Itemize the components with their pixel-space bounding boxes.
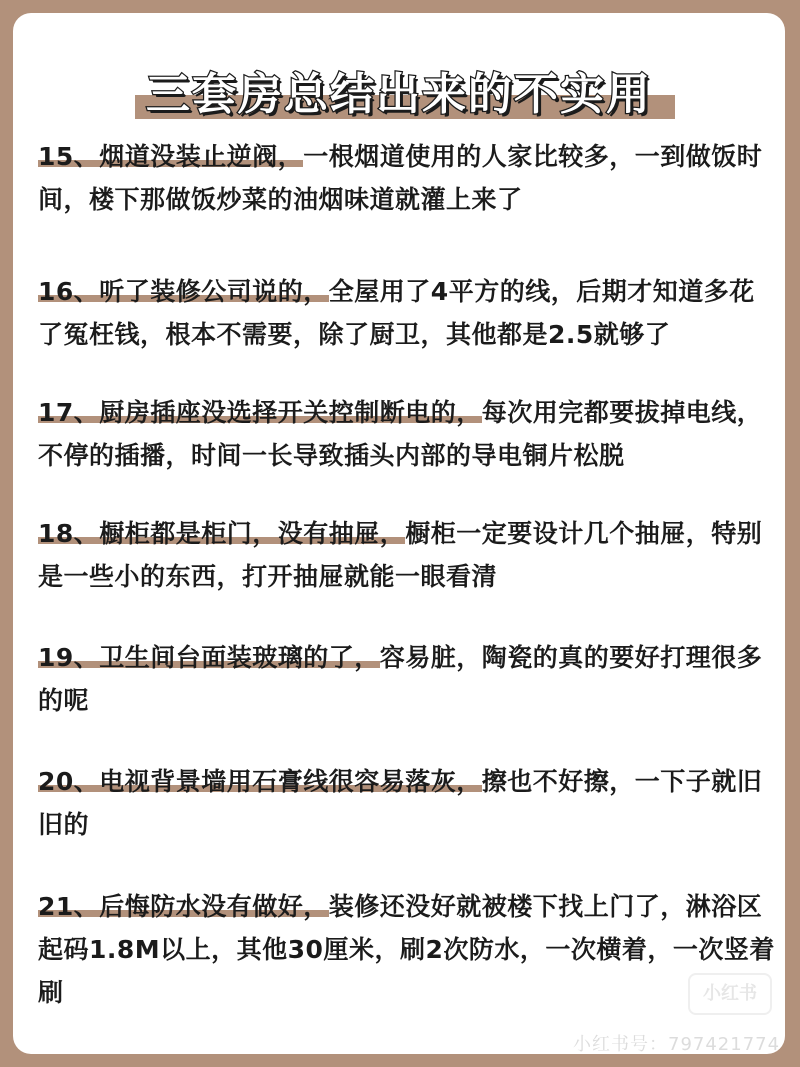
item-highlight: 21、后悔防水没有做好， <box>38 892 329 921</box>
title-container <box>13 58 785 122</box>
list-item-15 <box>38 135 778 221</box>
item-text: 装修还没好就被楼下找上门了，淋浴区起码1.8M以上，其他30厘米，刷2次防水，一次横着，一次竖着刷 <box>38 892 775 1007</box>
item-text: 一根烟道使用的人家比较多，一到做饭时间，楼下那做饭炒菜的油烟味道就灌上来了 <box>38 142 763 214</box>
note-card <box>13 13 785 1054</box>
list-item-20 <box>38 760 778 846</box>
watermark-id: 小红书号：797421774 <box>573 1034 781 1054</box>
list-item-16 <box>38 270 778 356</box>
item-highlight: 15、烟道没装止逆阀， <box>38 142 304 171</box>
item-text: 橱柜一定要设计几个抽屉，特别是一些小的东西，打开抽屉就能一眼看清 <box>38 519 763 591</box>
watermark-logo: 小红书 <box>688 973 772 1015</box>
item-highlight: 17、厨房插座没选择开关控制断电的， <box>38 398 482 427</box>
item-text: 擦也不好擦，一下子就旧旧的 <box>38 767 763 839</box>
list-item-17 <box>38 391 778 477</box>
list-item-19 <box>38 636 778 722</box>
list-item-18 <box>38 512 778 598</box>
item-highlight: 20、电视背景墙用石膏线很容易落灰， <box>38 767 482 796</box>
item-highlight: 16、听了装修公司说的， <box>38 277 329 306</box>
list-item-21 <box>38 885 778 1014</box>
item-highlight: 18、橱柜都是柜门，没有抽屉， <box>38 519 406 548</box>
item-highlight: 19、卫生间台面装玻璃的了， <box>38 643 380 672</box>
item-text: 容易脏，陶瓷的真的要好打理很多的呢 <box>38 643 763 715</box>
page-title: 三套房总结出来的不实用 <box>146 69 652 120</box>
item-text: 每次用完都要拔掉电线，不停的插播，时间一长导致插头内部的导电铜片松脱 <box>38 398 763 470</box>
item-text: 全屋用了4平方的线，后期才知道多花了冤枉钱，根本不需要，除了厨卫，其他都是2.5就够了 <box>38 277 755 349</box>
